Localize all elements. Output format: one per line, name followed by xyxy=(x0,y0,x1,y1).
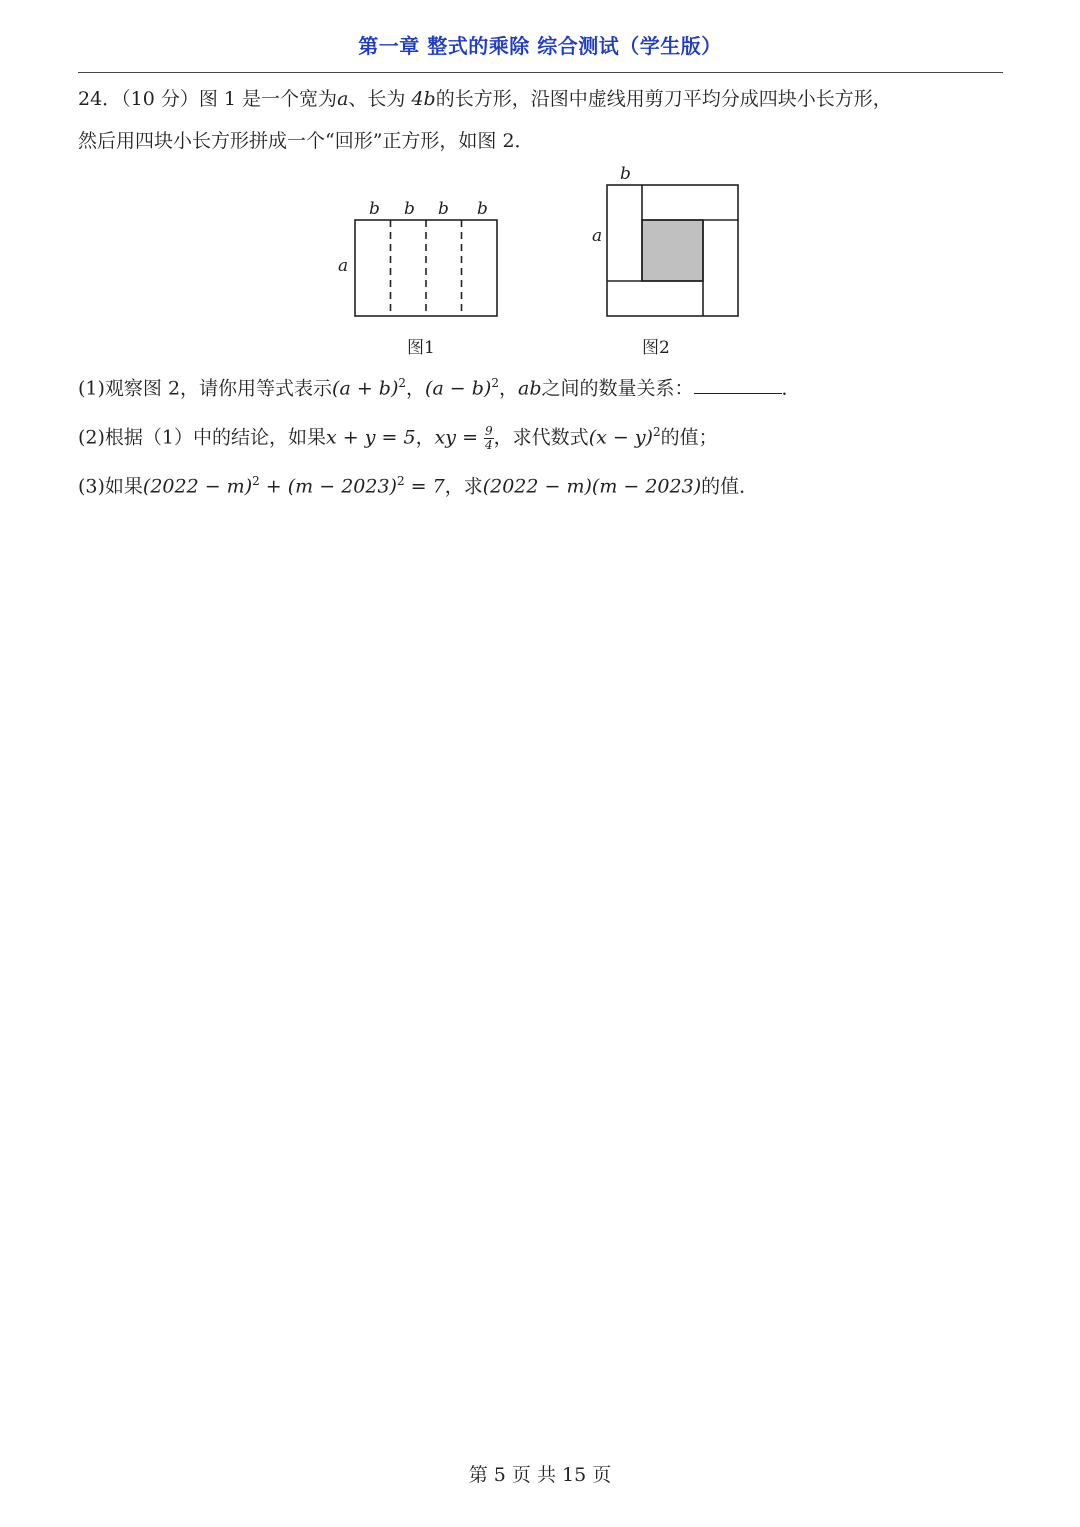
part3-line xyxy=(78,468,758,499)
question-text-2: 、长为 xyxy=(348,88,412,110)
part2-prompt-mid: ，求代数式 xyxy=(493,426,589,449)
part3-prompt-tail: 的值． xyxy=(701,475,759,498)
question-intro-text: 24．（10 分）图 1 是一个宽为 xyxy=(78,88,338,110)
part1-expr-ab: ab xyxy=(518,377,542,400)
part2-exp: 2 xyxy=(652,425,661,439)
part1-end: ． xyxy=(781,377,801,400)
fraction-denominator: 4 xyxy=(485,437,493,452)
figure1-label-b3: b xyxy=(438,199,449,219)
part1-sep-1: ， xyxy=(406,377,426,400)
part2-prompt: (2)根据（1）中的结论，如果 xyxy=(78,426,327,449)
part1-prompt: (1)观察图 2，请你用等式表示 xyxy=(78,377,333,400)
part1-expr-sum-square: (a + b) xyxy=(332,377,399,400)
part1-expr-diff-square: (a − b) xyxy=(425,377,492,400)
part3-exp-1: 2 xyxy=(252,474,260,488)
part2-expr-product: xy = xyxy=(434,426,485,449)
part2-expr-diff-square: (x − y) xyxy=(588,426,653,449)
part3-prompt: (3)如果 xyxy=(78,475,143,498)
figure1-label-a: a xyxy=(338,256,349,276)
figure2-center-square xyxy=(642,220,703,281)
part3-expr-3: = 7 xyxy=(404,475,445,498)
fraction-numerator: 9 xyxy=(485,423,493,438)
var-a: a xyxy=(337,88,349,110)
part2-expr-sum: x + y = 5 xyxy=(326,426,416,449)
page-header-title: 第一章 整式的乘除 综合测试（学生版） xyxy=(358,34,722,58)
part3-expr-2: + (m − 2023) xyxy=(259,475,397,498)
part1-sep-2: ， xyxy=(499,377,519,400)
question-text-3: 的长方形，沿图中虚线用剪刀平均分成四块小长方形， xyxy=(435,88,892,110)
part3-expr-1: (2022 − m) xyxy=(142,475,253,498)
part2-fraction xyxy=(484,425,494,452)
part3-prompt-mid: ，求 xyxy=(444,475,483,498)
figure2-label-a: a xyxy=(592,226,603,246)
part1-answer-blank[interactable] xyxy=(694,375,782,394)
part3-expr-product: (2022 − m)(m − 2023) xyxy=(482,475,702,498)
part1-line xyxy=(78,370,801,401)
figure1-caption: 图1 xyxy=(407,338,435,358)
part1-exp-1: 2 xyxy=(398,376,407,390)
part3-exp-2: 2 xyxy=(396,474,405,488)
figure1-label-b2: b xyxy=(404,199,415,219)
figure2-label-b: b xyxy=(620,164,631,184)
part2-sep: ， xyxy=(415,426,435,449)
figure2-caption: 图2 xyxy=(642,338,670,358)
part1-prompt-tail: 之间的数量关系： xyxy=(541,377,694,400)
part2-line xyxy=(78,419,718,452)
part2-prompt-tail: 的值； xyxy=(660,426,718,449)
part1-exp-2: 2 xyxy=(491,376,499,390)
figure1-label-b1: b xyxy=(369,199,380,219)
var-4b: 4b xyxy=(411,88,436,110)
page-footer: 第 5 页 共 15 页 xyxy=(468,1464,612,1486)
figure1-label-b4: b xyxy=(477,199,488,219)
question-line-2: 然后用四块小长方形拼成一个“回形”正方形，如图 2． xyxy=(78,130,534,152)
